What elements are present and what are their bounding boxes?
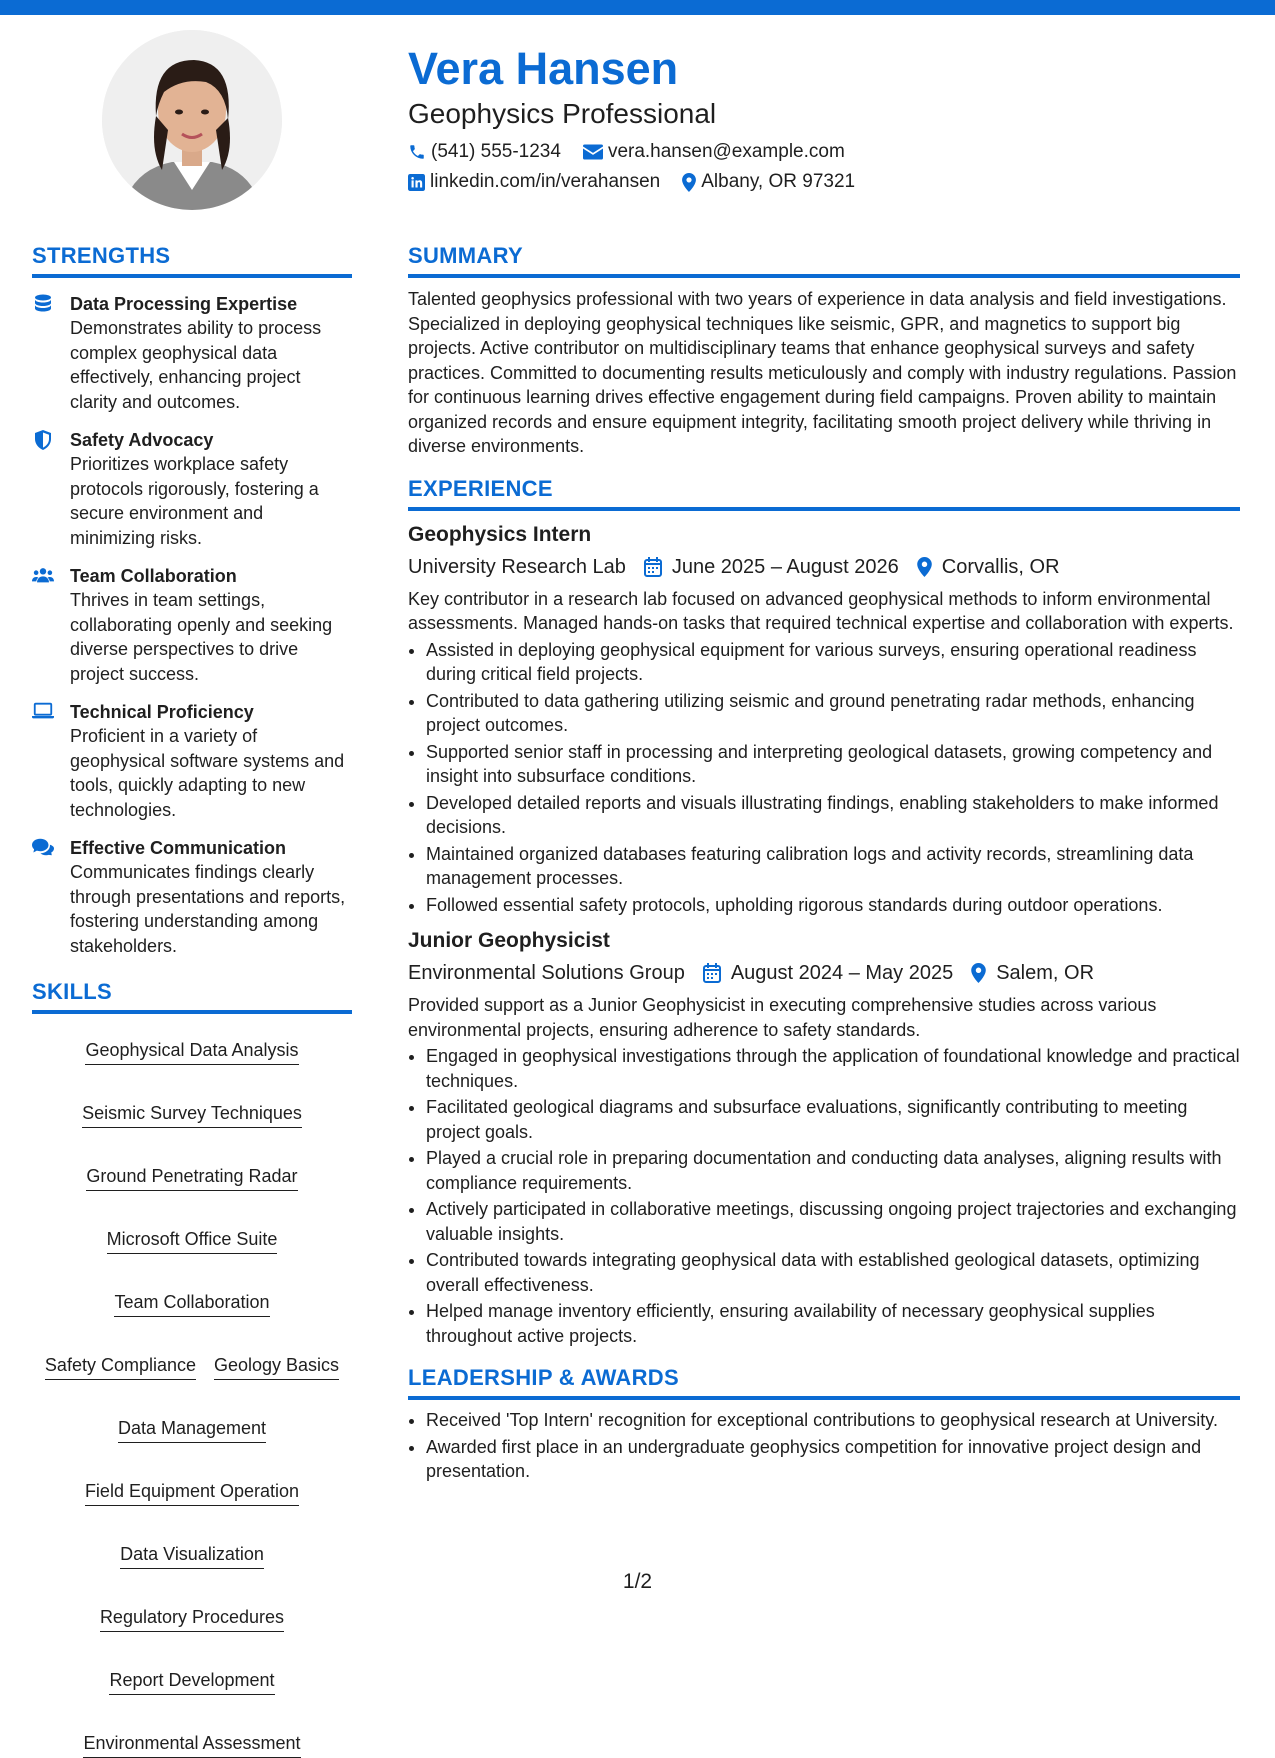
summary-heading: SUMMARY xyxy=(408,243,523,268)
profile-photo xyxy=(102,30,282,210)
phone-icon xyxy=(408,143,426,161)
job-bullet: • Developed detailed reports and visuals illustrating findings, enabling stakeholders to make informed decisions. xyxy=(426,791,1240,840)
summary-rule xyxy=(408,274,1240,278)
calendar-icon xyxy=(644,557,662,577)
map-pin-icon xyxy=(971,963,986,983)
linkedin-icon xyxy=(408,174,425,191)
portrait-illustration xyxy=(102,30,282,210)
skills-list xyxy=(32,1030,352,1758)
contact-phone xyxy=(408,138,561,166)
strength-title: Team Collaboration xyxy=(70,566,237,586)
database-icon xyxy=(34,294,52,314)
job-description: Key contributor in a research lab focused on advanced geophysical methods to inform environmental assessments. Managed hands-on tasks that required technical expertise and collaboration with experts. xyxy=(408,588,1234,633)
left-column xyxy=(32,242,352,1758)
job-bullet: • Contributed towards integrating geophysical data with established geological datasets, optimizing overall effectiveness. xyxy=(426,1248,1240,1297)
job-bullet: • Assisted in deploying geophysical equipment for various surveys, ensuring operational readiness during critical field projects. xyxy=(426,638,1240,687)
job-bullet: • Played a crucial role in preparing documentation and conducting data analyses, aligning results with compliance requirements. xyxy=(426,1146,1240,1195)
summary-text: Talented geophysics professional with two years of experience in data analysis and field investigations. Specialized in deploying geophysical techniques like seismic, GPR, and magnetics to support big projects. Active contributor on multidisciplinary teams that enhance geophysical surveys and safety practices. Committed to documenting results meticulously and comply with industry regulations. Passion for continuous learning drives effective engagement during field campaigns. Proven ability to maintain organized records and ensure equipment integrity, facilitating smooth project delivery while thriving in diverse environments. xyxy=(408,289,1237,456)
skills-heading: SKILLS xyxy=(32,979,113,1004)
strength-title: Data Processing Expertise xyxy=(70,294,298,314)
job-role: Junior Geophysicist xyxy=(408,929,610,952)
job-description: Provided support as a Junior Geophysicist in executing comprehensive studies across various environmental projects, ensuring adherence to safety standards. xyxy=(408,995,1157,1040)
envelope-icon xyxy=(583,144,603,160)
calendar-icon xyxy=(703,963,721,983)
location-text: Albany, OR 97321 xyxy=(701,171,856,192)
job-bullet: • Followed essential safety protocols, upholding rigorous standards during outdoor operations. xyxy=(426,893,1240,918)
experience-heading: EXPERIENCE xyxy=(408,475,553,501)
job-bullet: • Engaged in geophysical investigations through the application of foundational knowledge and practical techniques. xyxy=(426,1044,1240,1093)
comments-icon xyxy=(32,838,54,856)
strength-desc: Prioritizes workplace safety protocols rigorously, fostering a secure environment and minimizing risks. xyxy=(70,454,319,548)
phone-text[interactable]: (541) 555-1234 xyxy=(431,141,561,162)
skill-tag: Geophysical Data Analysis xyxy=(85,1038,298,1065)
job-entry xyxy=(408,927,1240,1348)
contact-row-2 xyxy=(408,168,1248,196)
skill-tag: Regulatory Procedures xyxy=(100,1605,284,1632)
job-entry xyxy=(408,521,1240,918)
strength-item xyxy=(32,700,352,822)
users-icon xyxy=(32,566,54,584)
strength-item xyxy=(32,292,352,414)
award-item: • Awarded first place in an undergraduate geophysics competition for innovative project design and presentation. xyxy=(426,1435,1240,1484)
right-column xyxy=(408,242,1240,1484)
job-bullets xyxy=(408,638,1240,918)
contact-linkedin xyxy=(408,168,660,196)
awards-rule xyxy=(408,1396,1240,1400)
candidate-title: Geophysics Professional xyxy=(408,98,717,129)
laptop-icon xyxy=(32,702,54,720)
job-meta xyxy=(408,553,1240,581)
skill-tag: Environmental Assessment xyxy=(83,1731,300,1758)
strengths-rule xyxy=(32,274,352,278)
skill-tag: Report Development xyxy=(109,1668,274,1695)
strength-item xyxy=(32,564,352,686)
skill-tag: Data Management xyxy=(118,1416,266,1443)
job-bullet: • Helped manage inventory efficiently, ensuring availability of necessary geophysical supplies throughout active projects. xyxy=(426,1299,1240,1348)
awards-list xyxy=(408,1408,1240,1484)
page-number: 1/2 xyxy=(622,1570,653,1593)
job-bullet: • Contributed to data gathering utilizing seismic and ground penetrating radar methods, enhancing project outcomes. xyxy=(426,689,1240,738)
job-bullet: • Maintained organized databases featuring calibration logs and activity records, streamlining data management processes. xyxy=(426,842,1240,891)
job-company: Environmental Solutions Group xyxy=(408,962,685,984)
strength-item xyxy=(32,836,352,958)
top-accent-bar xyxy=(0,0,1275,15)
strength-item xyxy=(32,428,352,550)
map-pin-icon xyxy=(682,173,696,192)
award-item: • Received 'Top Intern' recognition for exceptional contributions to geophysical research at University. xyxy=(426,1408,1240,1433)
strength-desc: Thrives in team settings, collaborating openly and seeking diverse perspectives to drive project success. xyxy=(70,590,333,684)
skill-tag: Ground Penetrating Radar xyxy=(86,1164,297,1191)
job-dates: August 2024 – May 2025 xyxy=(730,962,954,984)
skill-tag: Seismic Survey Techniques xyxy=(82,1101,302,1128)
skill-tag: Team Collaboration xyxy=(114,1290,269,1317)
experience-rule xyxy=(408,507,1240,511)
job-company: University Research Lab xyxy=(408,555,626,578)
resume-header xyxy=(408,40,1248,196)
linkedin-text[interactable]: linkedin.com/in/verahansen xyxy=(430,171,661,192)
contact-row-1 xyxy=(408,138,1248,166)
skill-tag: Safety Compliance xyxy=(45,1353,196,1380)
strength-title: Technical Proficiency xyxy=(70,702,254,722)
skill-tag: Data Visualization xyxy=(120,1542,264,1569)
skill-tag: Geology Basics xyxy=(214,1353,339,1380)
job-location: Corvallis, OR xyxy=(941,555,1060,578)
job-dates: June 2025 – August 2026 xyxy=(671,555,899,578)
job-location: Salem, OR xyxy=(996,962,1095,984)
job-bullets xyxy=(408,1044,1240,1348)
map-pin-icon xyxy=(917,557,932,577)
strength-desc: Proficient in a variety of geophysical software systems and tools, quickly adapting to new technologies. xyxy=(70,726,345,820)
strength-title: Effective Communication xyxy=(70,838,287,858)
contact-email xyxy=(583,138,845,166)
skills-rule xyxy=(32,1010,352,1014)
job-role: Geophysics Intern xyxy=(408,522,592,546)
strength-desc: Communicates findings clearly through presentations and reports, fostering understanding among stakeholders. xyxy=(70,862,346,956)
candidate-name: Vera Hansen xyxy=(408,43,679,94)
strength-desc: Demonstrates ability to process complex geophysical data effectively, enhancing project clarity and outcomes. xyxy=(70,318,322,412)
skill-tag: Field Equipment Operation xyxy=(85,1479,299,1506)
awards-heading: LEADERSHIP & AWARDS xyxy=(408,1365,679,1390)
contact-location xyxy=(682,168,855,196)
job-bullet: • Facilitated geological diagrams and subsurface evaluations, significantly contributing to meeting project goals. xyxy=(426,1095,1240,1144)
strengths-heading: STRENGTHS xyxy=(32,243,171,268)
job-meta xyxy=(408,959,1240,987)
job-bullet: • Actively participated in collaborative meetings, discussing ongoing project trajectories and exchanging valuable insights. xyxy=(426,1197,1240,1246)
strength-title: Safety Advocacy xyxy=(70,430,214,450)
email-text[interactable]: vera.hansen@example.com xyxy=(607,141,845,162)
job-bullet: • Supported senior staff in processing and interpreting geological datasets, growing competency and insight into subsurface conditions. xyxy=(426,740,1240,789)
shield-icon xyxy=(34,430,52,450)
skill-tag: Microsoft Office Suite xyxy=(107,1227,278,1254)
